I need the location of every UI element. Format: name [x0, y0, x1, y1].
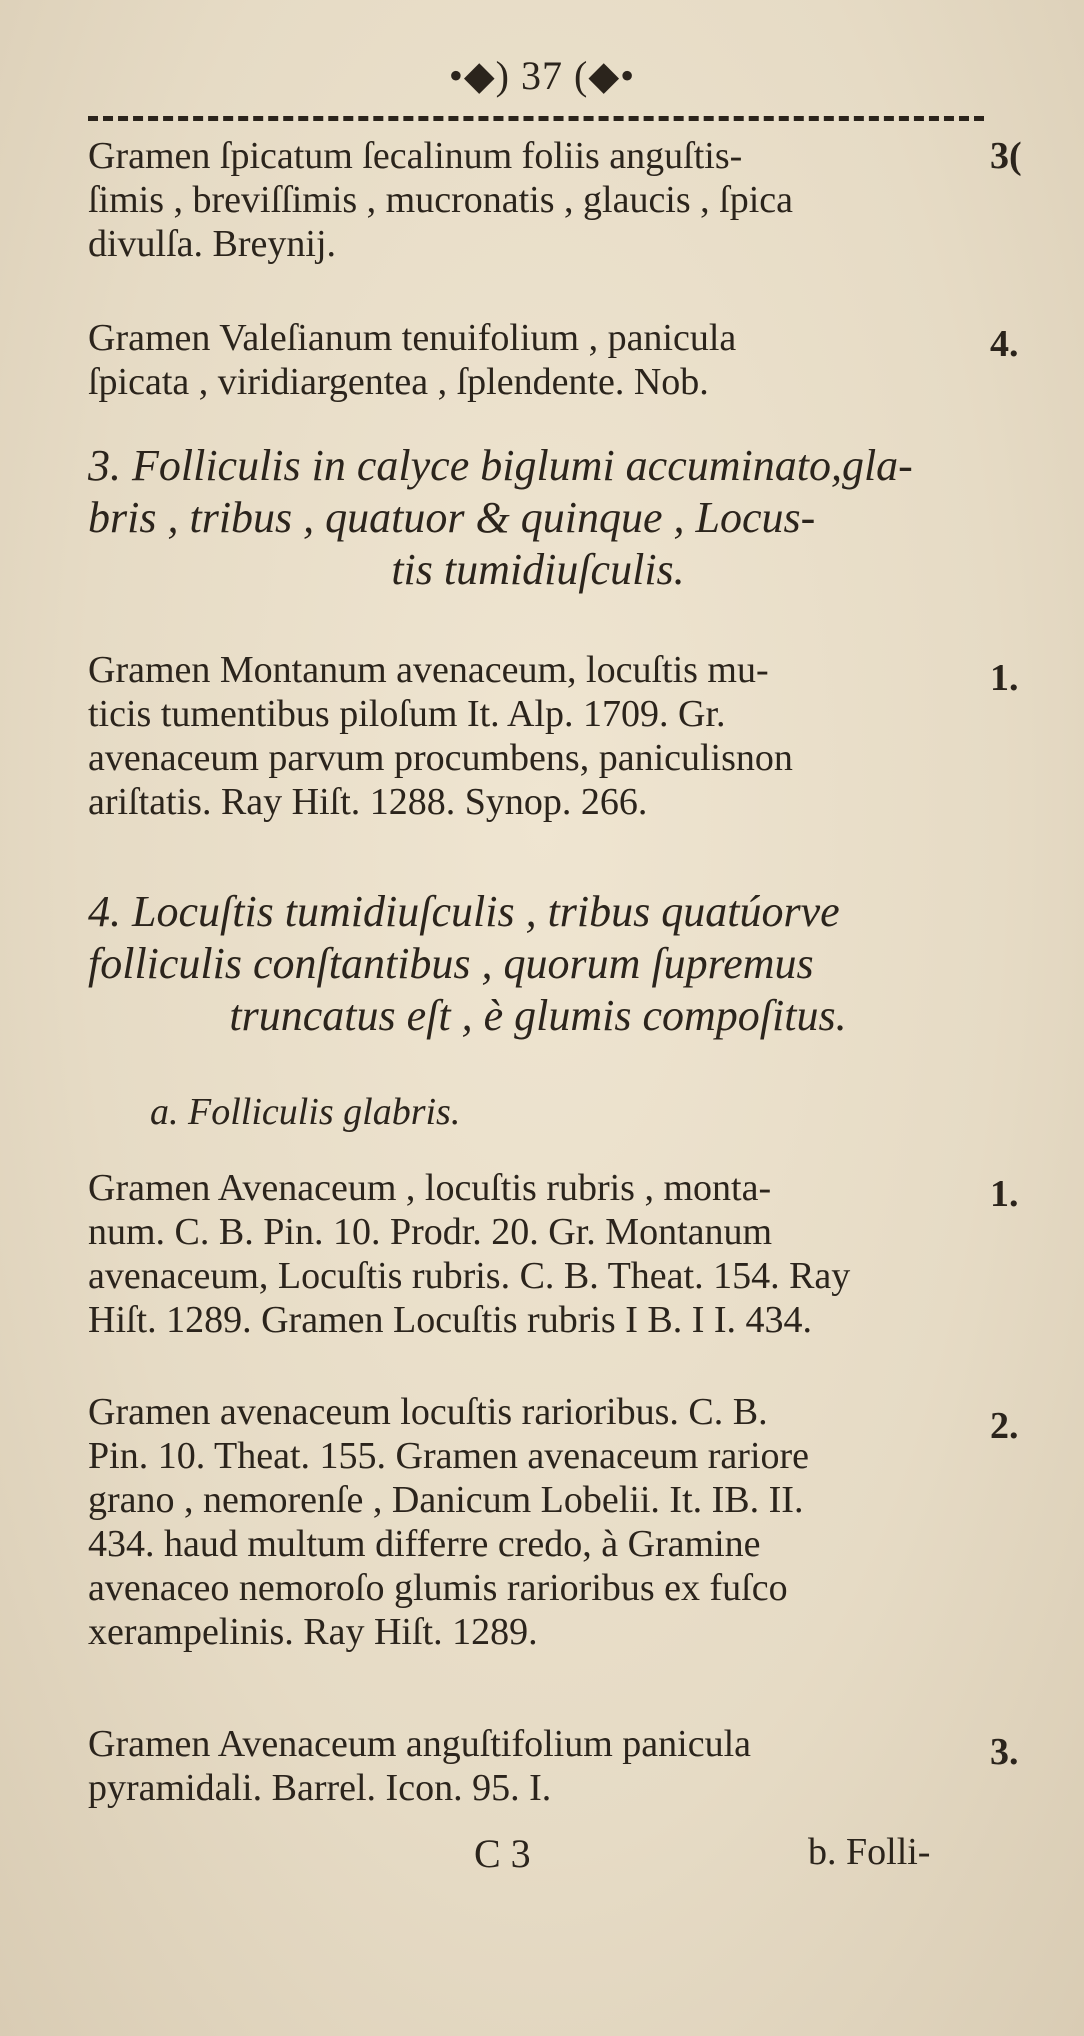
text-line: Hiſt. 1289. Gramen Locuſtis rubris I B. I I. 434.	[88, 1299, 813, 1341]
entry-6	[88, 1722, 988, 1810]
text-line: avenaceum parvum procumbens, paniculisnon	[88, 737, 793, 779]
text-line: Gramen Valeſianum tenuifolium , panicula	[88, 317, 737, 359]
entry-1	[88, 134, 988, 266]
margin-number: 1.	[990, 1173, 1019, 1215]
text-line: grano , nemorenſe , Danicum Lobelii. It. IB. II.	[88, 1479, 804, 1521]
entry-4	[88, 1166, 988, 1342]
text-line: divulſa. Breynij.	[88, 223, 337, 265]
text-line: avenaceum, Locuſtis rubris. C. B. Theat. 154. Ray	[88, 1255, 851, 1297]
heading-line: 3. Folliculis in calyce biglumi accuminato,gla-	[88, 441, 913, 490]
text-line: ſimis , breviſſimis , mucronatis , glaucis , ſpica	[88, 179, 794, 221]
margin-number: 1.	[990, 657, 1019, 699]
text-line: ticis tumentibus piloſum It. Alp. 1709. Gr.	[88, 693, 726, 735]
header-rule	[88, 116, 984, 121]
margin-number: 2.	[990, 1405, 1019, 1447]
heading-line: truncatus eſt , è glumis compoſitus.	[229, 991, 847, 1040]
text-line: Gramen avenaceum locuſtis rarioribus. C. B.	[88, 1391, 768, 1433]
margin-number: 3.	[990, 1731, 1019, 1773]
text-line: Gramen Montanum avenaceum, locuſtis mu-	[88, 649, 769, 691]
section-heading-3	[88, 440, 988, 596]
entry-3	[88, 648, 988, 824]
text-line: Gramen Avenaceum anguſtifolium panicula	[88, 1723, 752, 1765]
text-line: avenaceo nemoroſo glumis rarioribus ex fuſco	[88, 1567, 788, 1609]
text-line: Gramen ſpicatum ſecalinum foliis anguſtis-	[88, 135, 743, 177]
margin-number: 3(	[990, 135, 1022, 177]
heading-line: folliculis conſtantibus , quorum ſupremus	[88, 939, 814, 988]
subsection-label: a. Folliculis glabris.	[150, 1091, 461, 1133]
margin-number: 4.	[990, 323, 1019, 365]
text-line: ſpicata , viridiargentea , ſplendente. Nob.	[88, 361, 709, 403]
page-header: •◆) 37 (◆•	[448, 53, 636, 98]
entry-5	[88, 1390, 988, 1654]
heading-line: 4. Locuſtis tumidiuſculis , tribus quatúorve	[88, 887, 840, 936]
text-line: pyramidali. Barrel. Icon. 95. I.	[88, 1767, 552, 1809]
section-heading-4	[88, 886, 988, 1042]
heading-line: tis tumidiuſculis.	[391, 545, 685, 594]
text-line: 434. haud multum differre credo, à Gramine	[88, 1523, 761, 1565]
text-line: ariſtatis. Ray Hiſt. 1288. Synop. 266.	[88, 781, 648, 823]
text-line: num. C. B. Pin. 10. Prodr. 20. Gr. Montanum	[88, 1211, 773, 1253]
heading-line: bris , tribus , quatuor & quinque , Locus-	[88, 493, 816, 542]
text-line: Gramen Avenaceum , locuſtis rubris , monta-	[88, 1167, 772, 1209]
catchword: b. Folli-	[808, 1831, 931, 1873]
entry-2	[88, 316, 988, 404]
subsection-heading	[150, 1090, 460, 1134]
text-line: xerampelinis. Ray Hiſt. 1289.	[88, 1611, 538, 1653]
signature-mark: C 3	[474, 1831, 531, 1876]
text-line: Pin. 10. Theat. 155. Gramen avenaceum rariore	[88, 1435, 810, 1477]
